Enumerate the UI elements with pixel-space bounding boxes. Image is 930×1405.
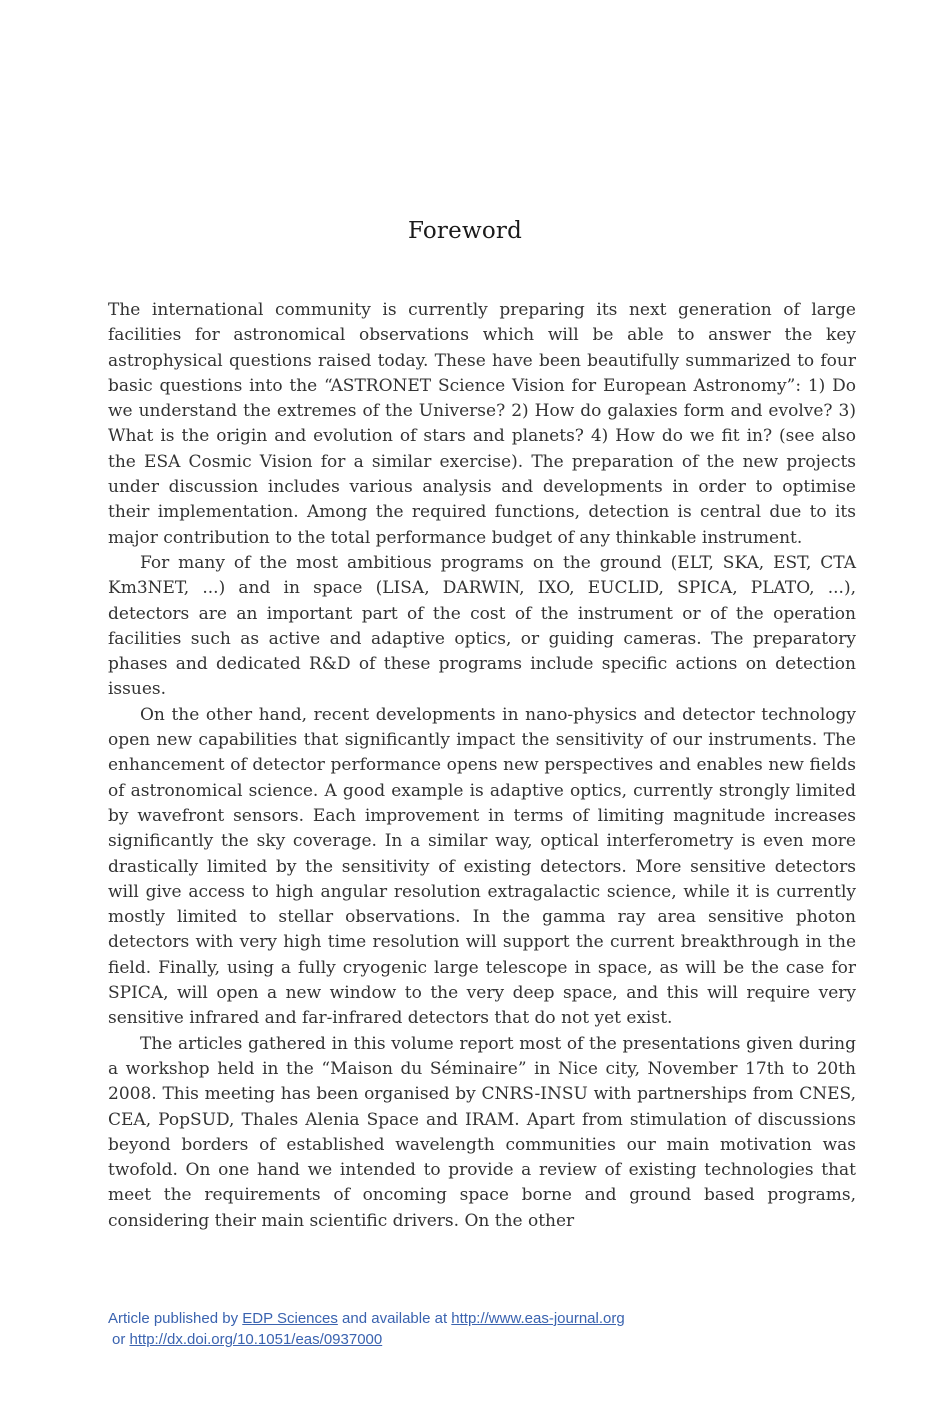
paragraph: The international community is currently preparing its next generation of large facilities for astronomical observations which will be able to answer the key astrophysical questions raised today. These have been beautifully summarized to four basic questions into the “ASTRONET Science Vision for European Astronomy”: 1) Do we understand the extremes of the Universe? 2) How do galaxies form and evolve? 3) What is the origin and evolution of stars and planets? 4) How do we fit in? (see also the ESA Cosmic Vision for a similar exercise). The preparation of the new projects under discussion includes various analysis and developments in order to optimise their implementation. Among the required functions, detection is central due to its major contribution to the total performance budget of any thinkable instrument.: [108, 300, 856, 548]
footer-line-1: [108, 1308, 856, 1329]
paragraph: On the other hand, recent developments in nano-physics and detector technology open new capabilities that significantly impact the sensitivity of our instruments. The enhancement of detector performance opens new perspectives and enables new fields of astronomical science. A good example is adaptive optics, currently strongly limited by wavefront sensors. Each improvement in terms of limiting magnitude increases significantly the sky coverage. In a similar way, optical interferometry is even more drastically limited by the sensitivity of existing detectors. More sensitive detectors will give access to high angular resolution extragalactic science, while it is currently mostly limited to stellar observations. In the gamma ray area sensitive photon detectors with very high time resolution will support the current breakthrough in the field. Finally, using a fully cryogenic large telescope in space, as will be the case for SPICA, will open a new window to the very deep space, and this will require very sensitive infrared and far-infrared detectors that do not yet exist.: [108, 704, 856, 1029]
footer-or: or: [112, 1331, 130, 1348]
journal-link[interactable]: http://www.eas-journal.org: [451, 1310, 625, 1327]
foreword-body: [108, 298, 856, 1234]
paragraph: For many of the most ambitious programs on the ground (ELT, SKA, EST, CTA Km3NET, ...) and in space (LISA, DARWIN, IXO, EUCLID, SPICA, PLATO, ...), detectors are an important part of the cost of the instrument or of the operation facilities such as active and adaptive optics, or guiding cameras. The preparatory phases and dedicated R&D of these programs include specific actions on detection issues.: [108, 552, 856, 700]
doi-link[interactable]: http://dx.doi.org/10.1051/eas/0937000: [129, 1331, 383, 1348]
footer-middle: and available at: [337, 1310, 452, 1327]
footer-prefix: Article published by: [108, 1310, 243, 1327]
paragraph: The articles gathered in this volume report most of the presentations given during a workshop held in the “Maison du Séminaire” in Nice city, November 17th to 20th 2008. This meeting has been organised by CNRS-INSU with partnerships from CNES, CEA, PopSUD, Thales Alenia Space and IRAM. Apart from stimulation of discussions beyond borders of established wavelength communities our main motivation was twofold. On one hand we intended to provide a review of existing technologies that meet the requirements of oncoming space borne and ground based programs, considering their main scientific drivers. On the other: [108, 1033, 856, 1231]
publisher-link[interactable]: EDP Sciences: [242, 1310, 338, 1327]
publication-footer: [108, 1308, 856, 1350]
footer-line-2: [108, 1329, 856, 1350]
page-title: Foreword: [407, 218, 522, 244]
